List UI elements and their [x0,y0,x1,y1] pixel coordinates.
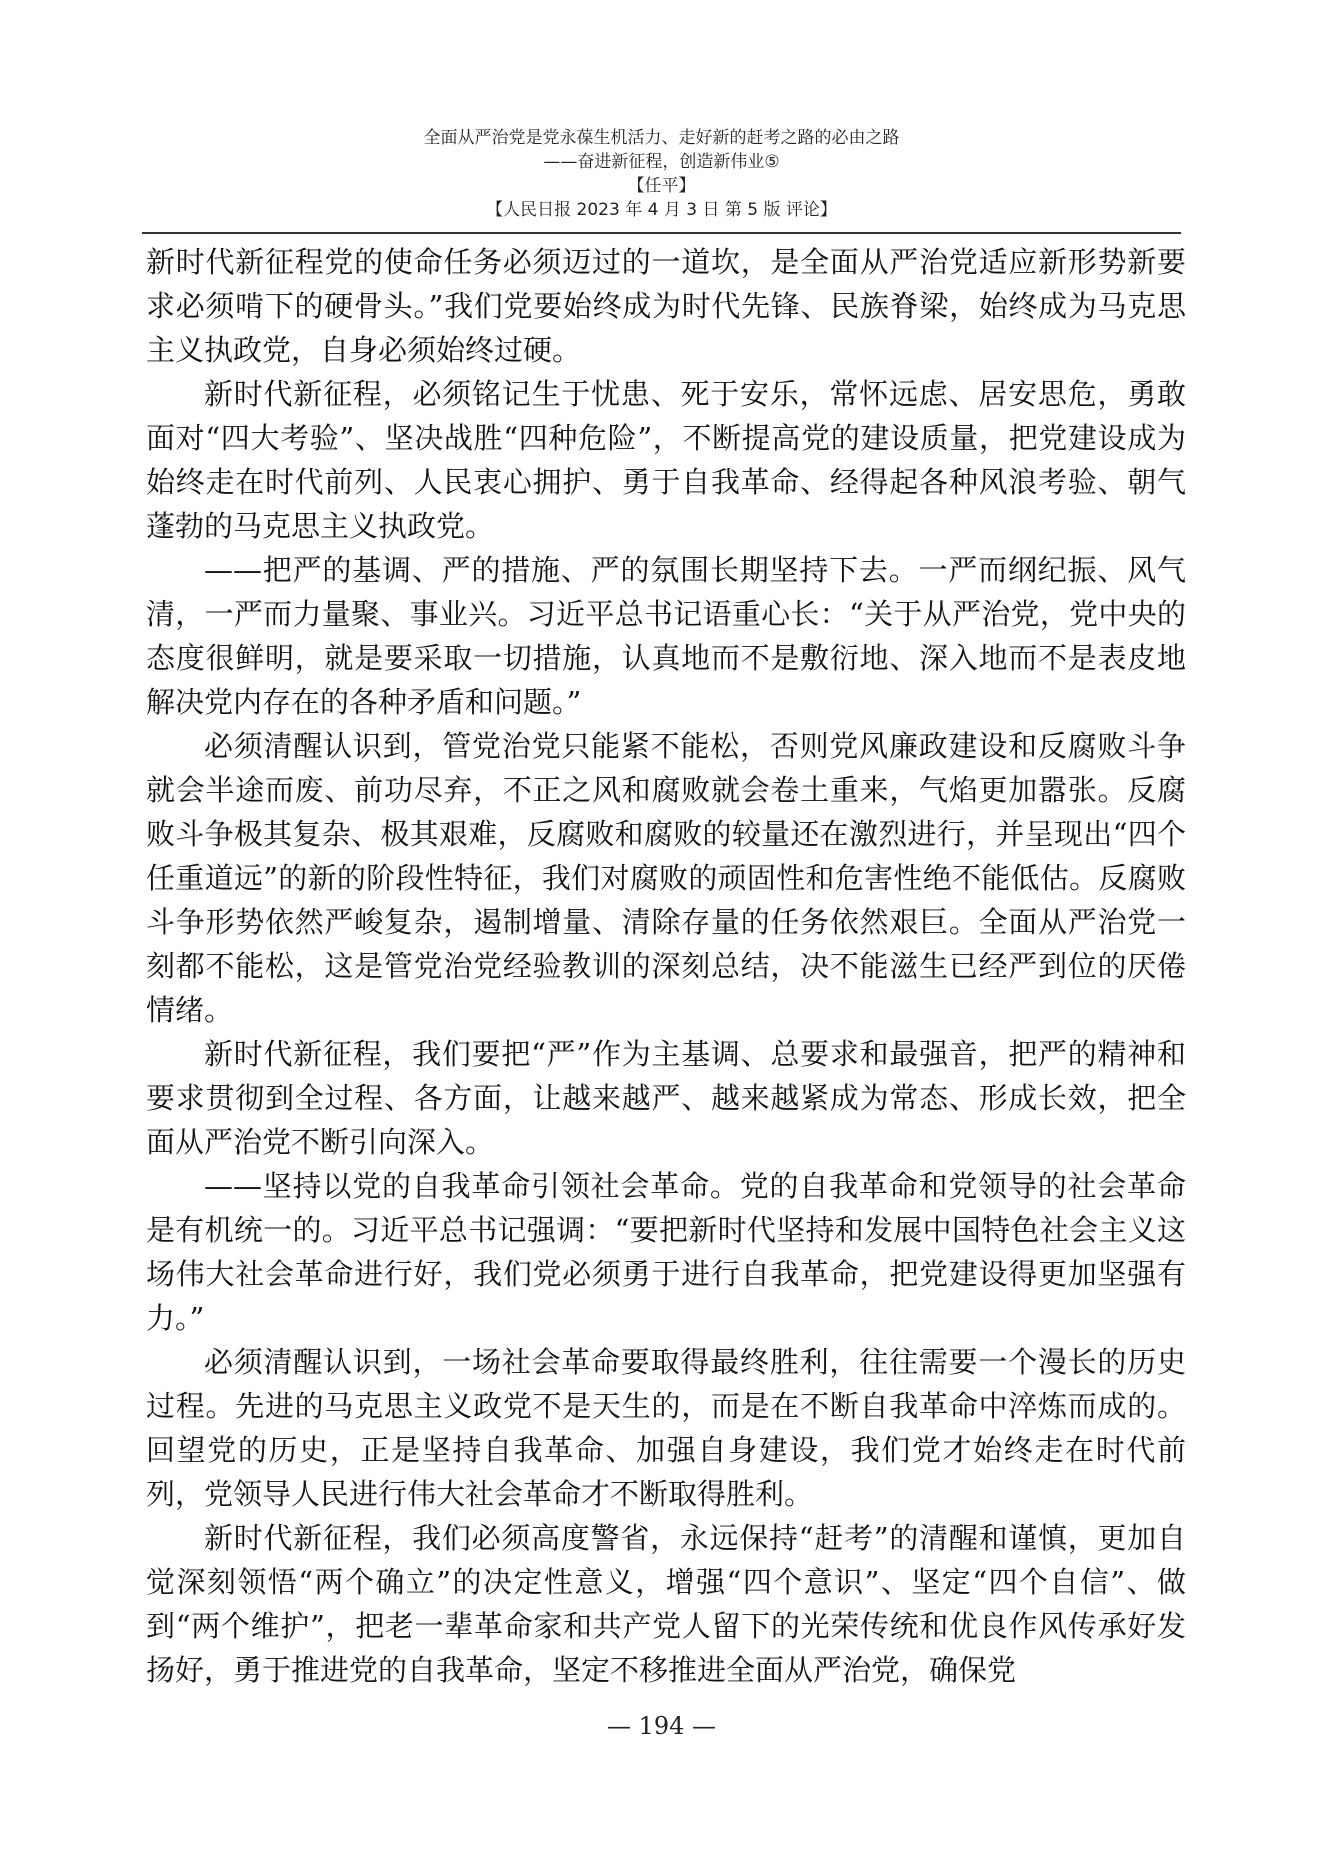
paragraph: ——坚持以党的自我革命引领社会革命。党的自我革命和党领导的社会革命是有机统一的。习近平总书记强调：“要把新时代坚持和发展中国特色社会主义这场伟大社会革命进行好，我们党必须勇于进行自我革命，把党建设得更加坚强有力。” [146,1169,1186,1335]
article-header [142,126,1181,222]
paragraph: ——把严的基调、严的措施、严的氛围长期坚持下去。一严而纲纪振、风气清，一严而力量聚、事业兴。习近平总书记语重心长：“关于从严治党，党中央的态度很鲜明，就是要采取一切措施，认真地而不是敷衍地、深入地而不是表皮地解决党内存在的各种矛盾和问题。” [146,553,1186,719]
page-number: — 194 — [606,1712,717,1740]
paragraph: 新时代新征程，我们必须高度警省，永远保持“赶考”的清醒和谨慎，更加自觉深刻领悟“两个确立”的决定性意义，增强“四个意识”、坚定“四个自信”、做到“两个维护”，把老一辈革命家和共产党人留下的光荣传统和优良作风传承好发扬好，勇于推进党的自我革命，坚定不移推进全面从严治党，确保党 [146,1521,1186,1687]
article-body [146,240,1186,1692]
paragraph: 新时代新征程，必须铭记生于忧患、死于安乐，常怀远虑、居安思危，勇敢面对“四大考验”、坚决战胜“四种危险”，不断提高党的建设质量，把党建设成为始终走在时代前列、人民衷心拥护、勇于自我革命、经得起各种风浪考验、朝气蓬勃的马克思主义执政党。 [146,377,1186,543]
article-source: 【人民日报 2023 年 4 月 3 日 第 5 版 评论】 [486,200,837,220]
article-subtitle: ——奋进新征程，创造新伟业⑤ [543,152,780,172]
paragraph: 新时代新征程，我们要把“严”作为主基调、总要求和最强音，把严的精神和要求贯彻到全过程、各方面，让越来越严、越来越紧成为常态、形成长效，把全面从严治党不断引向深入。 [146,1037,1186,1159]
paragraph-continuation: 新时代新征程党的使命任务必须迈过的一道坎，是全面从严治党适应新形势新要求必须啃下的硬骨头。”我们党要始终成为时代先锋、民族脊梁，始终成为马克思主义执政党，自身必须始终过硬。 [146,245,1186,367]
article-title: 全面从严治党是党永葆生机活力、走好新的赶考之路的必由之路 [423,128,900,148]
header-divider [142,232,1181,234]
article-author: 【任平】 [627,176,696,196]
paragraph: 必须清醒认识到，管党治党只能紧不能松，否则党风廉政建设和反腐败斗争就会半途而废、前功尽弃，不正之风和腐败就会卷土重来，气焰更加嚣张。反腐败斗争极其复杂、极其艰难，反腐败和腐败的较量还在激烈进行，并呈现出“四个任重道远”的新的阶段性特征，我们对腐败的顽固性和危害性绝不能低估。反腐败斗争形势依然严峻复杂，遏制增量、清除存量的任务依然艰巨。全面从严治党一刻都不能松，这是管党治党经验教训的深刻总结，决不能滋生已经严到位的厌倦情绪。 [146,729,1186,1027]
paragraph: 必须清醒认识到，一场社会革命要取得最终胜利，往往需要一个漫长的历史过程。先进的马克思主义政党不是天生的，而是在不断自我革命中淬炼而成的。回望党的历史，正是坚持自我革命、加强自身建设，我们党才始终走在时代前列，党领导人民进行伟大社会革命才不断取得胜利。 [146,1345,1186,1511]
